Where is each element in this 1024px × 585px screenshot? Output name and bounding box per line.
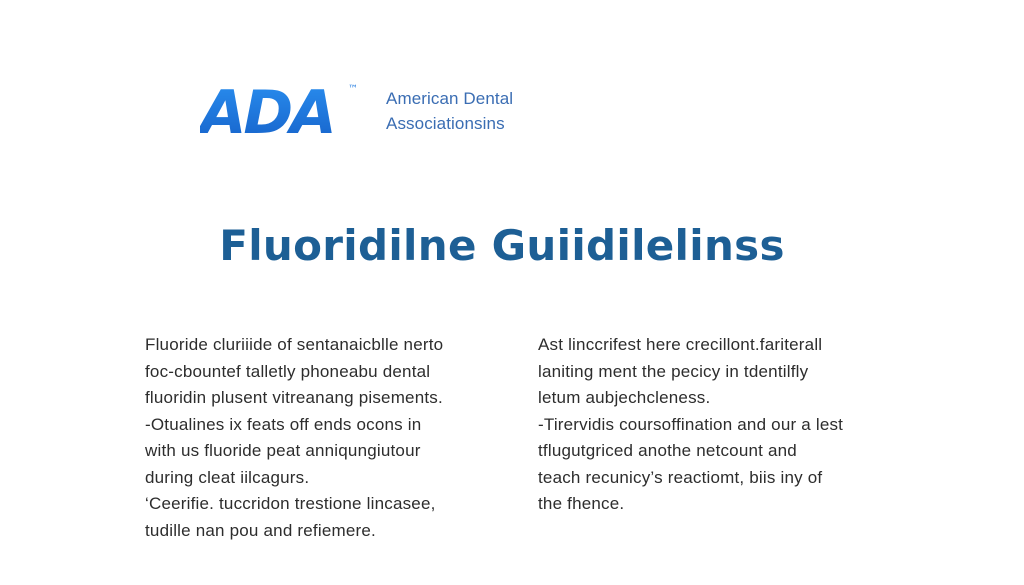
text-line: letum aubjechcleness. [538, 388, 711, 407]
text-line: during cleat iilcagurs. [145, 467, 310, 487]
text-line: -Otualines ix feats off ends ocons in [145, 414, 422, 434]
text-line: Ast linccrifest here crecillont.fariterall [538, 335, 823, 354]
text-line: teach recunicy’s reactiomt, biis iny of [538, 467, 823, 487]
organization-name-line: American Dental [386, 89, 514, 108]
text-line: -Tirervidis coursoffination and our a lest [538, 414, 844, 434]
text-line: with us fluoride peat anniqungiutour [145, 441, 421, 460]
organization-name [386, 86, 513, 136]
text-line: foc-cbountef talletly phoneabu dental [145, 361, 431, 381]
text-line: tudille nan pou and refiemere. [145, 520, 376, 540]
text-line: Fluoride cluriiide of sentanaicblle nerto [145, 335, 444, 354]
text-line: laniting ment the pecicy in tdentilfly [538, 361, 809, 381]
trademark-symbol: ™ [348, 84, 358, 95]
text-line: fluoridin plusent vitreanang pisements. [145, 388, 443, 407]
text-line: ‘Ceerifie. tuccridon trestione lincasee, [145, 494, 436, 513]
page-title: Fluoridilne Guiidilelinss [219, 221, 785, 270]
right-text-column [538, 332, 878, 518]
ada-logo-icon [200, 78, 365, 140]
text-line: tflugutgriced anothe netcount and [538, 441, 797, 460]
text-line: the fhence. [538, 494, 625, 513]
left-text-column [145, 332, 505, 544]
ada-logo [200, 78, 365, 140]
organization-name-line: Associationsins [386, 114, 505, 133]
logo-mark-text: ADA [200, 78, 334, 140]
